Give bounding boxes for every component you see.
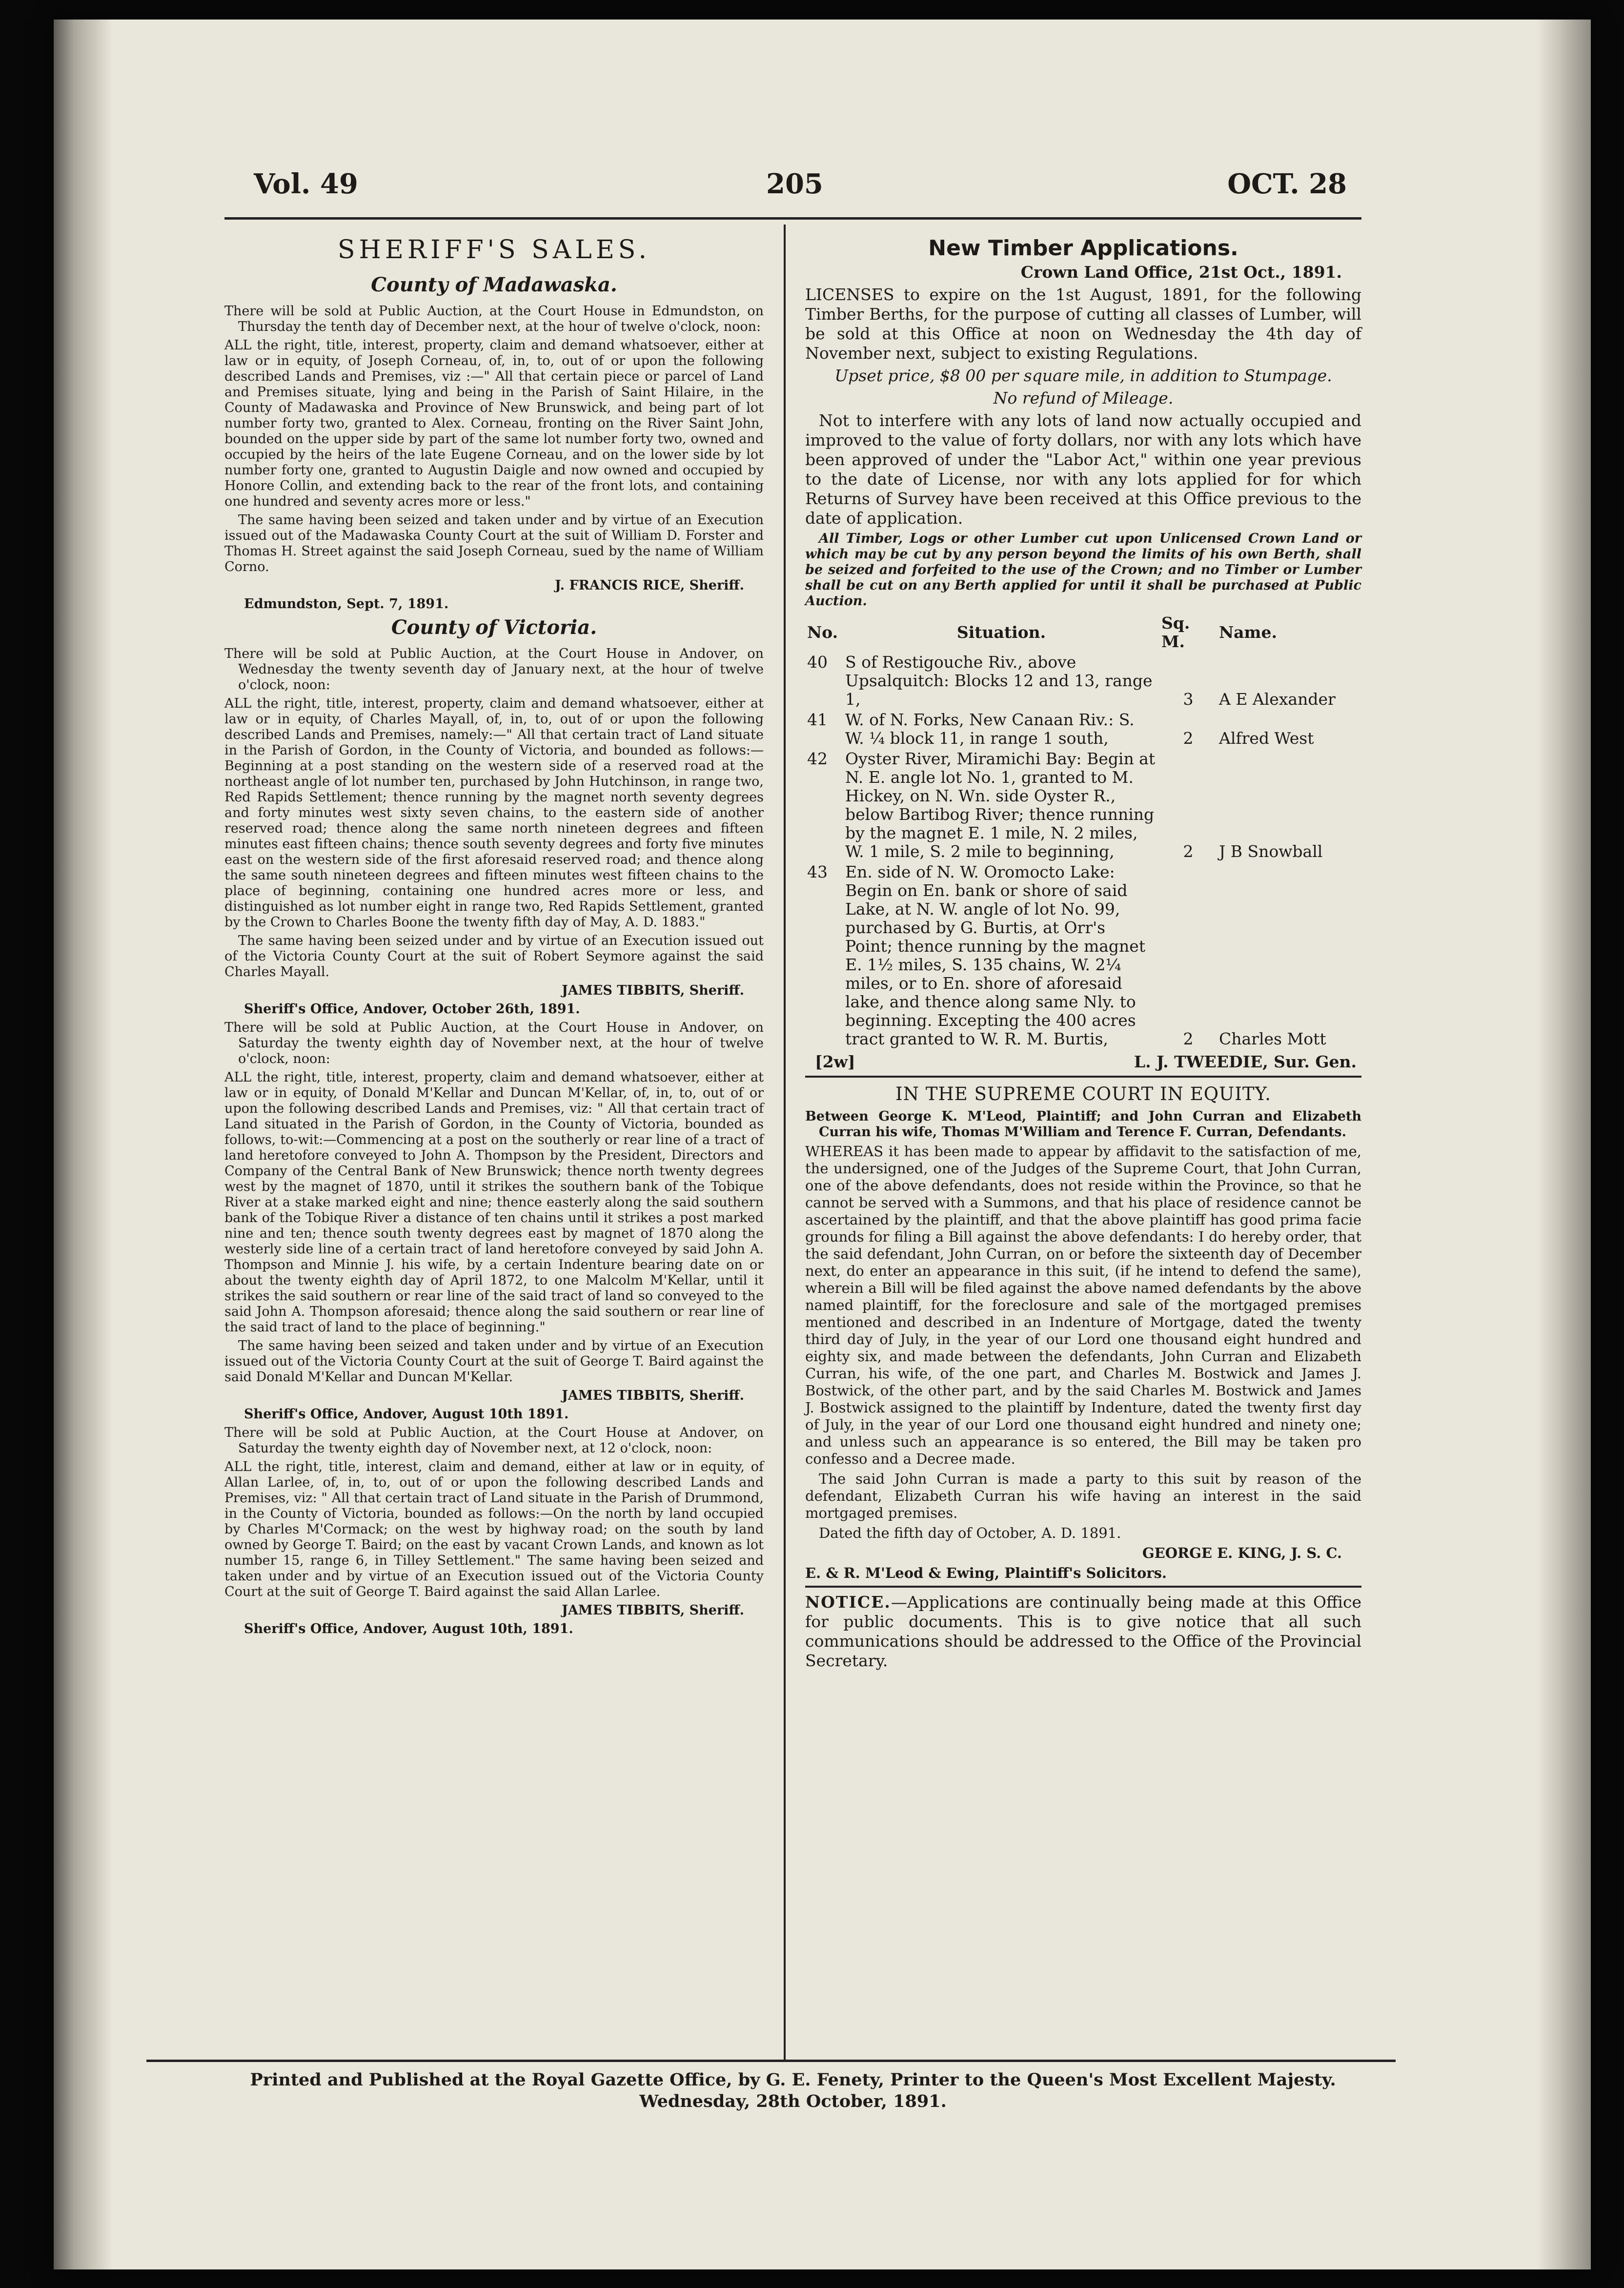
- berth-applicant: A E Alexander: [1219, 690, 1336, 709]
- page-content: [224, 166, 1361, 2113]
- insertion-tag: [2w]: [815, 1052, 855, 1071]
- imprint-date: Wednesday, 28th October, 1891.: [639, 2091, 947, 2111]
- imprint-line: Printed and Published at the Royal Gazette Office, by G. E. Fenety, Printer to the Queen's Most Excellent Majesty.: [250, 2070, 1336, 2090]
- madawaska-intro: There will be sold at Public Auction, at the Court House in Edmundston, on Thursday the tenth day of December next, at the hour of twelve o'clock, noon:: [224, 304, 764, 334]
- crown-land-office-dateline: Crown Land Office, 21st Oct., 1891.: [1020, 263, 1342, 282]
- berth-situation: Oyster River, Miramichi Bay: Begin at N. E. angle lot No. 1, granted to M. Hickey, on N. Wn. side Oyster R., below Bartibog River; thence running by the magnet E. 1 mile, N. 2 miles, W. 1 mile, S. 2 mile to beginning,: [845, 749, 1156, 861]
- column-header-sq-m: Sq. M.: [1161, 613, 1190, 651]
- victoria-sale2-intro: There will be sold at Public Auction, at the Court House in Andover, on Saturday the twenty eighth day of November next, at the hour of twelve o'clock, noon:: [224, 1020, 764, 1066]
- berth-number: 42: [807, 749, 828, 768]
- victoria-sale2-body: ALL the right, title, interest, property, claim and demand whatsoever, either at law or in equity, of Donald M'Kellar and Duncan M'Kellar, of, in, to, out of or upon the following described Lands and Premises, viz: " All that certain tract of Land situated in the Parish of Gordon, in the County of Victoria, bounded as follows, to-wit:—Commencing at a post on the southerly or rear line of a tract of land heretofore conveyed to John A. Thompson by the President, Directors and Company of the Central Bank of New Brunswick; thence north twenty degrees west by the magnet of 1870, until it strikes the southern bank of the Tobique River at a stake marked eight and nine; thence easterly along the said southern bank of the Tobique River a distance of ten chains until it strikes a post marked nine and ten; thence south twenty degrees east by magnet of 1870 along the westerly side line of a certain tract of land heretofore conveyed by said John A. Thompson and Minnie J. his wife, by a certain Indenture bearing date on or about the twenty eighth day of April 1872, to one Malcolm M'Kellar, until it strikes the said southern or rear line of the said tract of land so conveyed to the said John A. Thompson aforesaid; thence along the said southern or rear line of the said tract of land to the place of beginning.": [224, 1070, 764, 1335]
- victoria-sale2-sheriff: JAMES TIBBITS, Sheriff.: [562, 1388, 744, 1403]
- plaintiff-solicitors: E. & R. M'Leod & Ewing, Plaintiff's Solicitors.: [805, 1565, 1167, 1581]
- imprint-footer: [224, 2069, 1361, 2112]
- berth-situation: S of Restigouche Riv., above Upsalquitch: Blocks 12 and 13, range 1,: [845, 653, 1153, 709]
- berth-applicant: Alfred West: [1219, 729, 1314, 748]
- victoria-sale2-seized: The same having been seized and taken under and by virtue of an Execution issued out of the Victoria County Court at the suit of George T. Baird against the said Donald M'Kellar and Duncan M'Kellar.: [224, 1338, 764, 1385]
- upset-price: Upset price, $8 00 per square mile, in addition to Stumpage.: [834, 366, 1332, 385]
- page-number: 205: [766, 168, 823, 200]
- book-spine-shadow: [54, 20, 112, 2269]
- victoria-sale3-dateline: Sheriff's Office, Andover, August 10th, 1891.: [244, 1621, 573, 1636]
- timber-warning: All Timber, Logs or other Lumber cut upon Unlicensed Crown Land or which may be cut by any person beyond the limits of his own Berth, shall be seized and forfeited to the use of the Crown; and no Timber or Lumber shall be cut on any Berth applied for until it shall be purchased at Public Auction.: [805, 531, 1361, 609]
- berth-situation: W. of N. Forks, New Canaan Riv.: S. W. ¼ block 11, in range 1 south,: [845, 710, 1135, 748]
- timber-intro: LICENSES to expire on the 1st August, 1891, for the following Timber Berths, for the purpose of cutting all classes of Lumber, will be sold at this Office at noon on Wednesday the 4th day of November next, subject to existing Regulations.: [805, 285, 1361, 363]
- madawaska-seized: The same having been seized and taken under and by virtue of an Execution issued out of the Madawaska County Court at the suit of William D. Forster and Thomas H. Street against the said Joseph Corneau, sued by the name of William Corno.: [224, 512, 764, 574]
- berth-square-miles: 2: [1183, 729, 1194, 748]
- section-rule: [805, 1586, 1361, 1588]
- notice-label: NOTICE.: [805, 1593, 891, 1612]
- victoria-sale1-sheriff: JAMES TIBBITS, Sheriff.: [562, 983, 744, 998]
- column-header-no: No.: [807, 623, 838, 642]
- supreme-court-title: IN THE SUPREME COURT IN EQUITY.: [895, 1083, 1271, 1104]
- victoria-sale2-dateline: Sheriff's Office, Andover, August 10th 1891.: [244, 1407, 569, 1422]
- column-header-name: Name.: [1219, 623, 1277, 642]
- berth-applicant: J B Snowball: [1219, 842, 1323, 861]
- berth-square-miles: 3: [1183, 690, 1194, 709]
- column-header-situation: Situation.: [956, 623, 1046, 642]
- berth-number: 43: [807, 862, 828, 881]
- court-parties: Between George K. M'Leod, Plaintiff; and John Curran and Elizabeth Curran his wife, Thomas M'William and Terence F. Curran, Defendants.: [805, 1109, 1361, 1140]
- table-row: [805, 652, 1361, 710]
- berth-applicant: Charles Mott: [1219, 1029, 1326, 1048]
- left-column: [224, 234, 764, 1640]
- column-divider: [784, 225, 786, 2060]
- victoria-sale3-body: ALL the right, title, interest, claim and demand, either at law or in equity, of Allan Larlee, of, in, to, out of or upon the following described Lands and Premises, viz: " All that certain tract of Land situate in the Parish of Drummond, in the County of Victoria, bounded as follows:—On the north by land occupied by Charles M'Cormack; on the west by highway road; on the south by land owned by George T. Baird; on the east by vacant Crown Lands, and known as lot number 15, range 6, in Tilley Settlement." The same having been seized and taken under and by virtue of an Execution issued out of the Victoria County Court at the suit of George T. Baird against the said Allan Larlee.: [224, 1459, 764, 1599]
- victoria-sale1-body: ALL the right, title, interest, property, claim and demand whatsoever, either at law or in equity, of Charles Mayall, of, in, to, out of or upon the following described Lands and Premises, namely:—" All that certain tract of Land situate in the Parish of Gordon, in the County of Victoria, and bounded as follows:—Beginning at a post standing on the western side of a reserved road at the northeast angle of lot number ten, purchased by John Hutchinson, in range two, Red Rapids Settlement; thence running by the magnet north seventy degrees and forty minutes west sixty seven chains, to the eastern side of another reserved road; thence along the same north nineteen degrees and fifteen minutes east fifteen chains; thence south seventy degrees and forty five minutes east on the western side of the first aforesaid reserved road; and thence along the same south nineteen degrees and fifteen minutes west fifteen chains to the place of beginning, containing one hundred acres more or less, and distinguished as lot number eight in range two, Red Rapids Settlement, granted by the Crown to Charles Boone the twenty fifth day of May, A. D. 1883.": [224, 696, 764, 930]
- timber-signature-line: [805, 1052, 1361, 1072]
- no-refund: No refund of Mileage.: [993, 388, 1174, 408]
- county-heading-madawaska: County of Madawaska.: [371, 273, 617, 296]
- judge-signature: GEORGE E. KING, J. S. C.: [1142, 1545, 1342, 1561]
- madawaska-sheriff: J. FRANCIS RICE, Sheriff.: [554, 578, 744, 593]
- notice-paragraph: [805, 1593, 1361, 1671]
- berth-situation: En. side of N. W. Oromocto Lake: Begin on En. bank or shore of said Lake, at N. W. angle of lot No. 99, purchased by G. Burtis, at Orr's Point; thence running by the magnet E. 1½ miles, S. 135 chains, W. 2¼ miles, or to En. shore of aforesaid lake, and thence along same Nly. to beginning. Excepting the 400 acres tract granted to W. R. M. Burtis,: [845, 862, 1146, 1048]
- madawaska-body: ALL the right, title, interest, property, claim and demand whatsoever, either at law or in equity, of Joseph Corneau, of, in, to, out of or upon the following described Lands and Premises, viz :—" All that certain piece or parcel of Land and Premises situate, lying and being in the Parish of Saint Hilaire, in the County of Madawaska and Province of New Brunswick, and being part of lot number forty two, granted to Alex. Corneau, fronting on the River Saint John, bounded on the upper side by part of the same lot number forty two, owned and occupied by the heirs of the late Eugene Corneau, and on the lower side by lot number forty one, granted to Augustin Daigle and now owned and occupied by Honore Collin, and extending back to the rear of the front lots, and containing one hundred and seventy acres more or less.": [224, 338, 764, 509]
- footer-rule: [146, 2060, 1396, 2062]
- madawaska-dateline: Edmundston, Sept. 7, 1891.: [244, 596, 449, 612]
- berth-number: 41: [807, 710, 828, 729]
- berth-square-miles: 2: [1183, 1029, 1194, 1048]
- notice-text: —Applications are continually being made at this Office for public documents. This is to give notice that all such communications should be addressed to the Office of the Provincial Secretary.: [805, 1593, 1361, 1670]
- court-dated: Dated the fifth day of October, A. D. 1891.: [819, 1525, 1121, 1541]
- right-column: [805, 234, 1361, 1674]
- page-edge-shadow: [1537, 20, 1591, 2269]
- surveyor-general-signature: L. J. TWEEDIE, Sur. Gen.: [1134, 1052, 1357, 1071]
- court-order-body: WHEREAS it has been made to appear by affidavit to the satisfaction of me, the undersigned, one of the Judges of the Supreme Court, that John Curran, one of the above defendants, does not reside within the Province, so that he cannot be served with a Summons, and that his place of residence cannot be ascertained by the plaintiff, and that the above plaintiff has good prima facie grounds for filing a Bill against the above defendants: I do hereby order, that the said defendant, John Curran, on or before the sixteenth day of December next, do enter an appearance in this suit, (if he intend to defend the same), wherein a Bill will be filed against the above named defendants by the above named plaintiff, for the foreclosure and sale of the mortgaged premises mentioned and described in an Indenture of Mortgage, dated the twenty third day of July, in the year of our Lord one thousand eight hundred and eighty six, and made between the defendants, John Curran and Elizabeth Curran, his wife, of the one part, and Charles M. Bostwick and James J. Bostwick, of the other part, and by the said Charles M. Bostwick and James J. Bostwick assigned to the plaintiff by Indenture, dated the twenty first day of July, in the year of our Lord one thousand eight hundred and ninety one; and unless such an appearance is so entered, the Bill may be taken pro confesso and a Decree made.: [805, 1143, 1361, 1467]
- berth-number: 40: [807, 653, 828, 672]
- table-row: [805, 749, 1361, 862]
- berth-square-miles: 2: [1183, 842, 1194, 861]
- table-header-row: [805, 613, 1361, 652]
- timber-applications-title: New Timber Applications.: [928, 236, 1238, 261]
- victoria-sale1-intro: There will be sold at Public Auction, at the Court House in Andover, on Wednesday the twenty seventh day of January next, at the hour of twelve o'clock, noon:: [224, 646, 764, 693]
- header-rule: [224, 217, 1361, 220]
- timber-berth-table: [805, 613, 1361, 1049]
- page-header: [224, 166, 1361, 210]
- issue-date: OCT. 28: [1227, 168, 1347, 200]
- court-party-note: The said John Curran is made a party to this suit by reason of the defendant, Elizabeth Curran his wife having an interest in the said mortgaged premises.: [805, 1471, 1361, 1521]
- victoria-sale1-seized: The same having been seized under and by virtue of an Execution issued out of the Victoria County Court at the suit of Robert Seymore against the said Charles Mayall.: [224, 933, 764, 980]
- section-rule: [805, 1076, 1361, 1078]
- timber-notice: Not to interfere with any lots of land now actually occupied and improved to the value of forty dollars, nor with any lots which have been approved of under the "Labor Act," within one year previous to the date of License, nor with any lots applied for for which Returns of Survey have been received at this Office previous to the date of application.: [805, 411, 1361, 528]
- sheriffs-sales-title: SHERIFF'S SALES.: [337, 235, 651, 265]
- county-heading-victoria: County of Victoria.: [391, 616, 597, 639]
- table-row: [805, 710, 1361, 749]
- victoria-sale1-dateline: Sheriff's Office, Andover, October 26th, 1891.: [244, 1001, 580, 1017]
- table-row: [805, 862, 1361, 1049]
- victoria-sale3-intro: There will be sold at Public Auction, at the Court House at Andover, on Saturday the twenty eighth day of November next, at 12 o'clock, noon:: [224, 1425, 764, 1456]
- volume-number: Vol. 49: [254, 168, 358, 200]
- newspaper-page: [54, 20, 1591, 2269]
- victoria-sale3-sheriff: JAMES TIBBITS, Sheriff.: [562, 1603, 744, 1618]
